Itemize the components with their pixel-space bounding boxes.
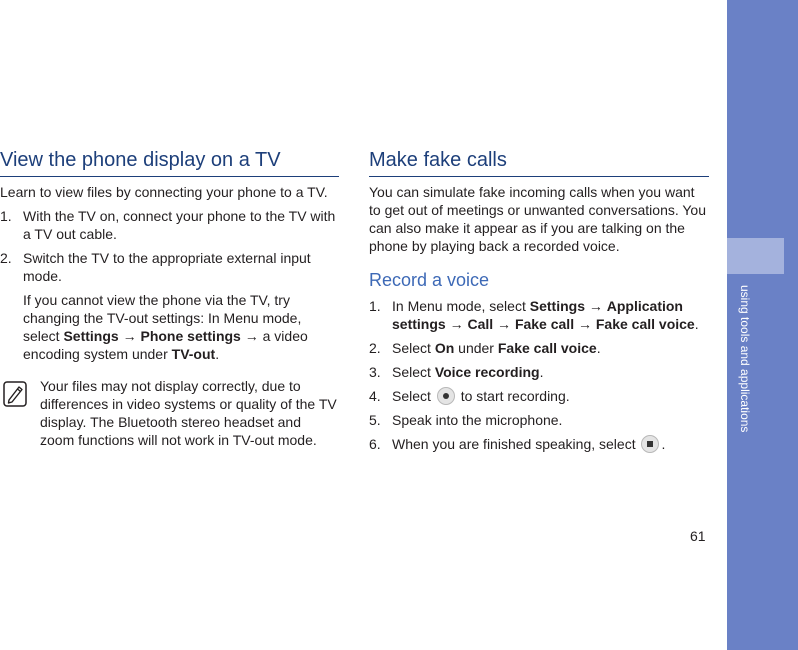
list-item: [0, 207, 339, 243]
option-label: Voice recording: [434, 364, 540, 380]
menu-path-item: Application settings: [392, 298, 683, 332]
step-text: With the TV on, connect your phone to the TV with a TV out cable.: [23, 208, 336, 242]
record-voice-heading: Record a voice: [369, 270, 490, 290]
phone-settings-label: Phone settings: [140, 328, 241, 344]
arrow: →: [584, 298, 607, 314]
tv-out-label: TV-out: [171, 346, 216, 362]
step-number: 6.: [369, 436, 381, 452]
tv-out-settings-tip: [0, 291, 339, 363]
fake-calls-heading: Make fake calls: [369, 148, 709, 177]
arrow: →: [118, 328, 141, 344]
list-item: [369, 387, 709, 405]
menu-path-item: Fake call voice: [595, 316, 695, 332]
stop-button-icon: [641, 435, 659, 453]
tv-display-intro: Learn to view files by connecting your phone to a TV.: [0, 184, 328, 200]
list-item: [369, 339, 709, 357]
tv-display-heading: View the phone display on a TV: [0, 148, 339, 177]
step-text: Select: [392, 340, 435, 356]
option-label: Fake call voice: [497, 340, 597, 356]
tip-text: → a video encoding system under: [23, 328, 308, 362]
left-column: [0, 148, 339, 449]
step-text: Select: [392, 388, 435, 404]
arrow: →: [445, 316, 468, 332]
step-text: Speak into the microphone.: [392, 412, 563, 428]
section-label: using tools and applications: [738, 285, 752, 433]
step-text: .: [661, 436, 666, 452]
list-item: [0, 249, 339, 285]
list-item: [369, 435, 709, 453]
step-number: 5.: [369, 412, 381, 428]
menu-path-item: Fake call: [514, 316, 575, 332]
option-label: On: [434, 340, 455, 356]
step-text: In Menu mode, select: [392, 298, 530, 314]
list-item: [369, 363, 709, 381]
fake-calls-intro: You can simulate fake incoming calls when you want to get out of meetings or unwanted conversations. You can also make it appear as if you are talking on the phone by playing back a recorded voice.: [369, 184, 707, 254]
arrow: →: [493, 316, 515, 332]
step-number: 3.: [369, 364, 381, 380]
settings-label: Settings: [63, 328, 119, 344]
note: [0, 377, 339, 449]
step-text: Select: [392, 364, 435, 380]
step-number: 2.: [369, 340, 381, 356]
list-item: [369, 297, 709, 333]
sidebar-tab: [727, 238, 784, 274]
step-text: Switch the TV to the appropriate external input mode.: [23, 250, 311, 284]
list-item: [369, 411, 709, 429]
right-column: [369, 148, 709, 453]
note-pencil-icon: [3, 381, 27, 407]
menu-path-item: Call: [467, 316, 494, 332]
record-button-icon: [437, 387, 455, 405]
step-text: .: [694, 316, 699, 332]
tv-display-steps: [0, 207, 339, 285]
step-text: .: [596, 340, 601, 356]
tip-text: .: [215, 346, 220, 362]
record-voice-steps: [369, 297, 709, 453]
step-number: 1.: [0, 208, 12, 224]
menu-path-item: Settings: [529, 298, 585, 314]
step-text: .: [539, 364, 544, 380]
page-number: 61: [690, 528, 706, 544]
step-text: to start recording.: [456, 388, 570, 404]
step-number: 1.: [369, 298, 381, 314]
step-text: under: [454, 340, 498, 356]
step-number: 2.: [0, 250, 12, 266]
tip-text: If you cannot view the phone via the TV, try changing the TV-out settings: In Menu mode, select: [23, 292, 302, 344]
step-number: 4.: [369, 388, 381, 404]
arrow: →: [574, 316, 596, 332]
note-text: Your files may not display correctly, due to differences in video systems or quality of the TV display. The Bluetooth stereo headset and zoom functions will not work in TV-out mode.: [40, 378, 337, 448]
step-text: When you are finished speaking, select: [392, 436, 640, 452]
